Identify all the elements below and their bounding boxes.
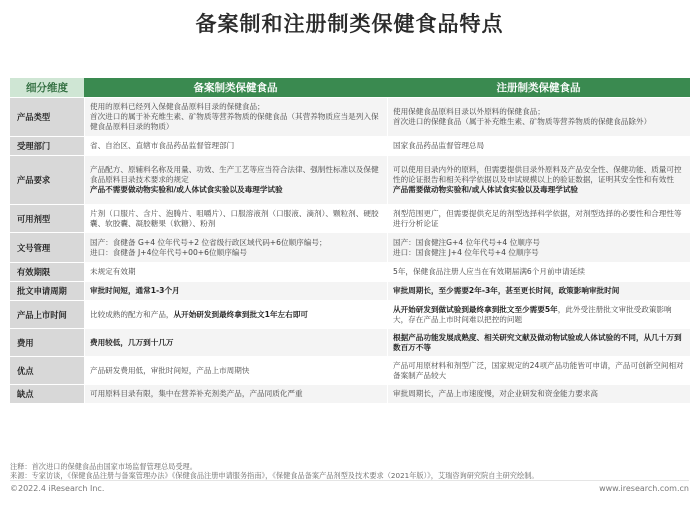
table-row [10,98,690,136]
filing-cell [84,385,387,403]
registration-cell [387,98,690,136]
table-row [10,156,690,204]
row-dimension-label: 产品上市时间 [10,301,84,328]
table-row [10,301,690,328]
header-registration: 注册制类保健食品 [387,78,690,97]
table-header-row [10,78,690,97]
filing-cell [84,98,387,136]
cell-text: 审批周期长，产品上市速度慢，对企业研发和资金能力要求高 [393,389,599,398]
comparison-table [10,77,690,404]
cell-text: 比较成熟的配方和产品， [90,309,174,319]
row-dimension-label: 产品类型 [10,98,84,136]
registration-cell [387,156,690,204]
cell-text: 使用的原料已经列入保健食品原料目录的保健食品； [90,102,265,111]
cell-text: 片剂（口服片、含片、泡腾片、咀嚼片）、口服溶液剂（口服液、滴剂）、颗粒剂、硬胶囊、软胶囊、凝胶糖果（软糖）、粉剂 [90,208,379,228]
row-dimension-label: 优点 [10,357,84,384]
filing-cell [84,156,387,204]
filing-cell [84,282,387,300]
cell-text: 剂型范围更广，但需要提供充足的剂型选择科学依据，对剂型选择的必要性和合理性等进行分析论证 [393,208,682,228]
row-dimension-label: 可用剂型 [10,205,84,232]
cell-text: 可以使用目录内外的原料，但需要提供目录外原料及产品安全性、保健功能、质量可控性的论证报告和相关科学依据以及申试规模以上的验证数据，证明其安全性和有效性 [393,165,682,184]
cell-text: 省、自治区、直辖市食品药品监督管理部门 [90,141,235,150]
table-row [10,233,690,262]
registration-cell [387,357,690,384]
table-row [10,205,690,232]
filing-cell [84,329,387,356]
emphasis-text: 从开始研发到最终拿到批文1年左右即可 [173,309,308,319]
cell-text: 国产：国食健注G+4 位年代号+4 位顺序号 [393,237,541,247]
filing-cell [84,205,387,232]
table-row [10,385,690,403]
row-dimension-label: 缺点 [10,385,84,403]
cell-text: 进口：国食健注 J+4 位年代号+4 位顺序号 [393,247,539,257]
emphasis-text: 产品需要做动物实验和/或人体试食实验以及毒理学试验 [393,185,579,194]
cell-text: 产品可用原材料和剂型广泛，国家规定的24项产品功能皆可申请，产品可创新空间相对备案制产品较大 [393,360,684,380]
cell-text: 首次进口的保健食品（属于补充维生素、矿物质等营养物质的保健食品除外） [393,117,652,126]
row-dimension-label: 文号管理 [10,233,84,262]
registration-cell [387,329,690,356]
filing-cell [84,301,387,328]
website: www.iresearch.com.cn [599,484,689,493]
note-text: 注释：首次进口的保健食品由国家市场监督管理总局受理。 [10,462,197,471]
copyright: ©2022.4 iResearch Inc. [10,484,105,493]
cell-text: 产品研发费用低，审批时间短，产品上市周期快 [90,365,250,375]
registration-cell [387,205,690,232]
emphasis-text: 产品不需要做动物实验和/或人体试食实验以及毒理学试验 [90,185,283,194]
cell-text: 使用保健食品原料目录以外原料的保健食品； [393,107,545,116]
cell-text: 产品配方、原辅料名称及用量、功效、生产工艺等应当符合法律、强制性标准以及保健食品原料目录技术要求的规定 [90,165,379,184]
registration-cell [387,137,690,155]
source-text: 来源：专家访谈，《保健食品注册与备案管理办法》《保健食品注册申请服务指南》，《保健食品备案产品剂型及技术要求（2021年版）》，艾瑞咨询研究院自主研究绘制。 [10,471,539,480]
header-filing: 备案制类保健食品 [84,78,387,97]
table-row [10,357,690,384]
emphasis-text: 根据产品功能发展成熟度、相关研究文献及做动物试验或人体试验的不同，从几十万到数百万不等 [393,332,682,352]
row-dimension-label: 受理部门 [10,137,84,155]
emphasis-text: 审批周期长，至少需要2年-3年，甚至更长时间，政策影响审批时间 [393,286,620,295]
cell-text: 国产：食健备 G+4 位年代号+2 位省级行政区域代码+6位顺序编号； [90,237,327,247]
cell-text: 国家食品药品监督管理总局 [393,141,485,150]
registration-cell [387,301,690,328]
emphasis-text: 审批时间短，通常1-3个月 [90,286,180,295]
table-row [10,282,690,300]
emphasis-text: 从开始研发到做试验到最终拿到批文至少需要5年 [393,304,558,314]
emphasis-text: 费用较低，几万到十几万 [90,337,174,347]
filing-cell [84,137,387,155]
registration-cell [387,282,690,300]
table-row [10,329,690,356]
cell-text: 5年，保健食品注册人应当在有效期届满6个月前申请延续 [393,267,585,276]
filing-cell [84,357,387,384]
row-dimension-label: 费用 [10,329,84,356]
table-row [10,137,690,155]
row-dimension-label: 批文申请周期 [10,282,84,300]
header-dimension: 细分维度 [10,78,84,97]
registration-cell [387,385,690,403]
footer-divider [10,480,689,481]
cell-text: 首次进口的属于补充维生素、矿物质等营养物质的保健食品（其营养物质应当是列入保健食品原料目录的物质） [90,112,379,131]
table-row [10,263,690,281]
filing-cell [84,233,387,262]
cell-text: 未规定有效期 [90,267,136,276]
page-title: 备案制和注册制类保健食品特点 [195,12,504,36]
registration-cell [387,263,690,281]
filing-cell [84,263,387,281]
row-dimension-label: 产品要求 [10,156,84,204]
row-dimension-label: 有效期限 [10,263,84,281]
cell-text: ，此外受注册批文审批受政策影响大，存在产品上市时间难以把控的问题 [393,304,672,324]
cell-text: 可用原料目录有限，集中在营养补充剂类产品，产品同质化严重 [90,389,303,398]
cell-text: 进口：食健备 J+4位年代号+00+6位顺序编号 [90,247,247,257]
registration-cell [387,233,690,262]
